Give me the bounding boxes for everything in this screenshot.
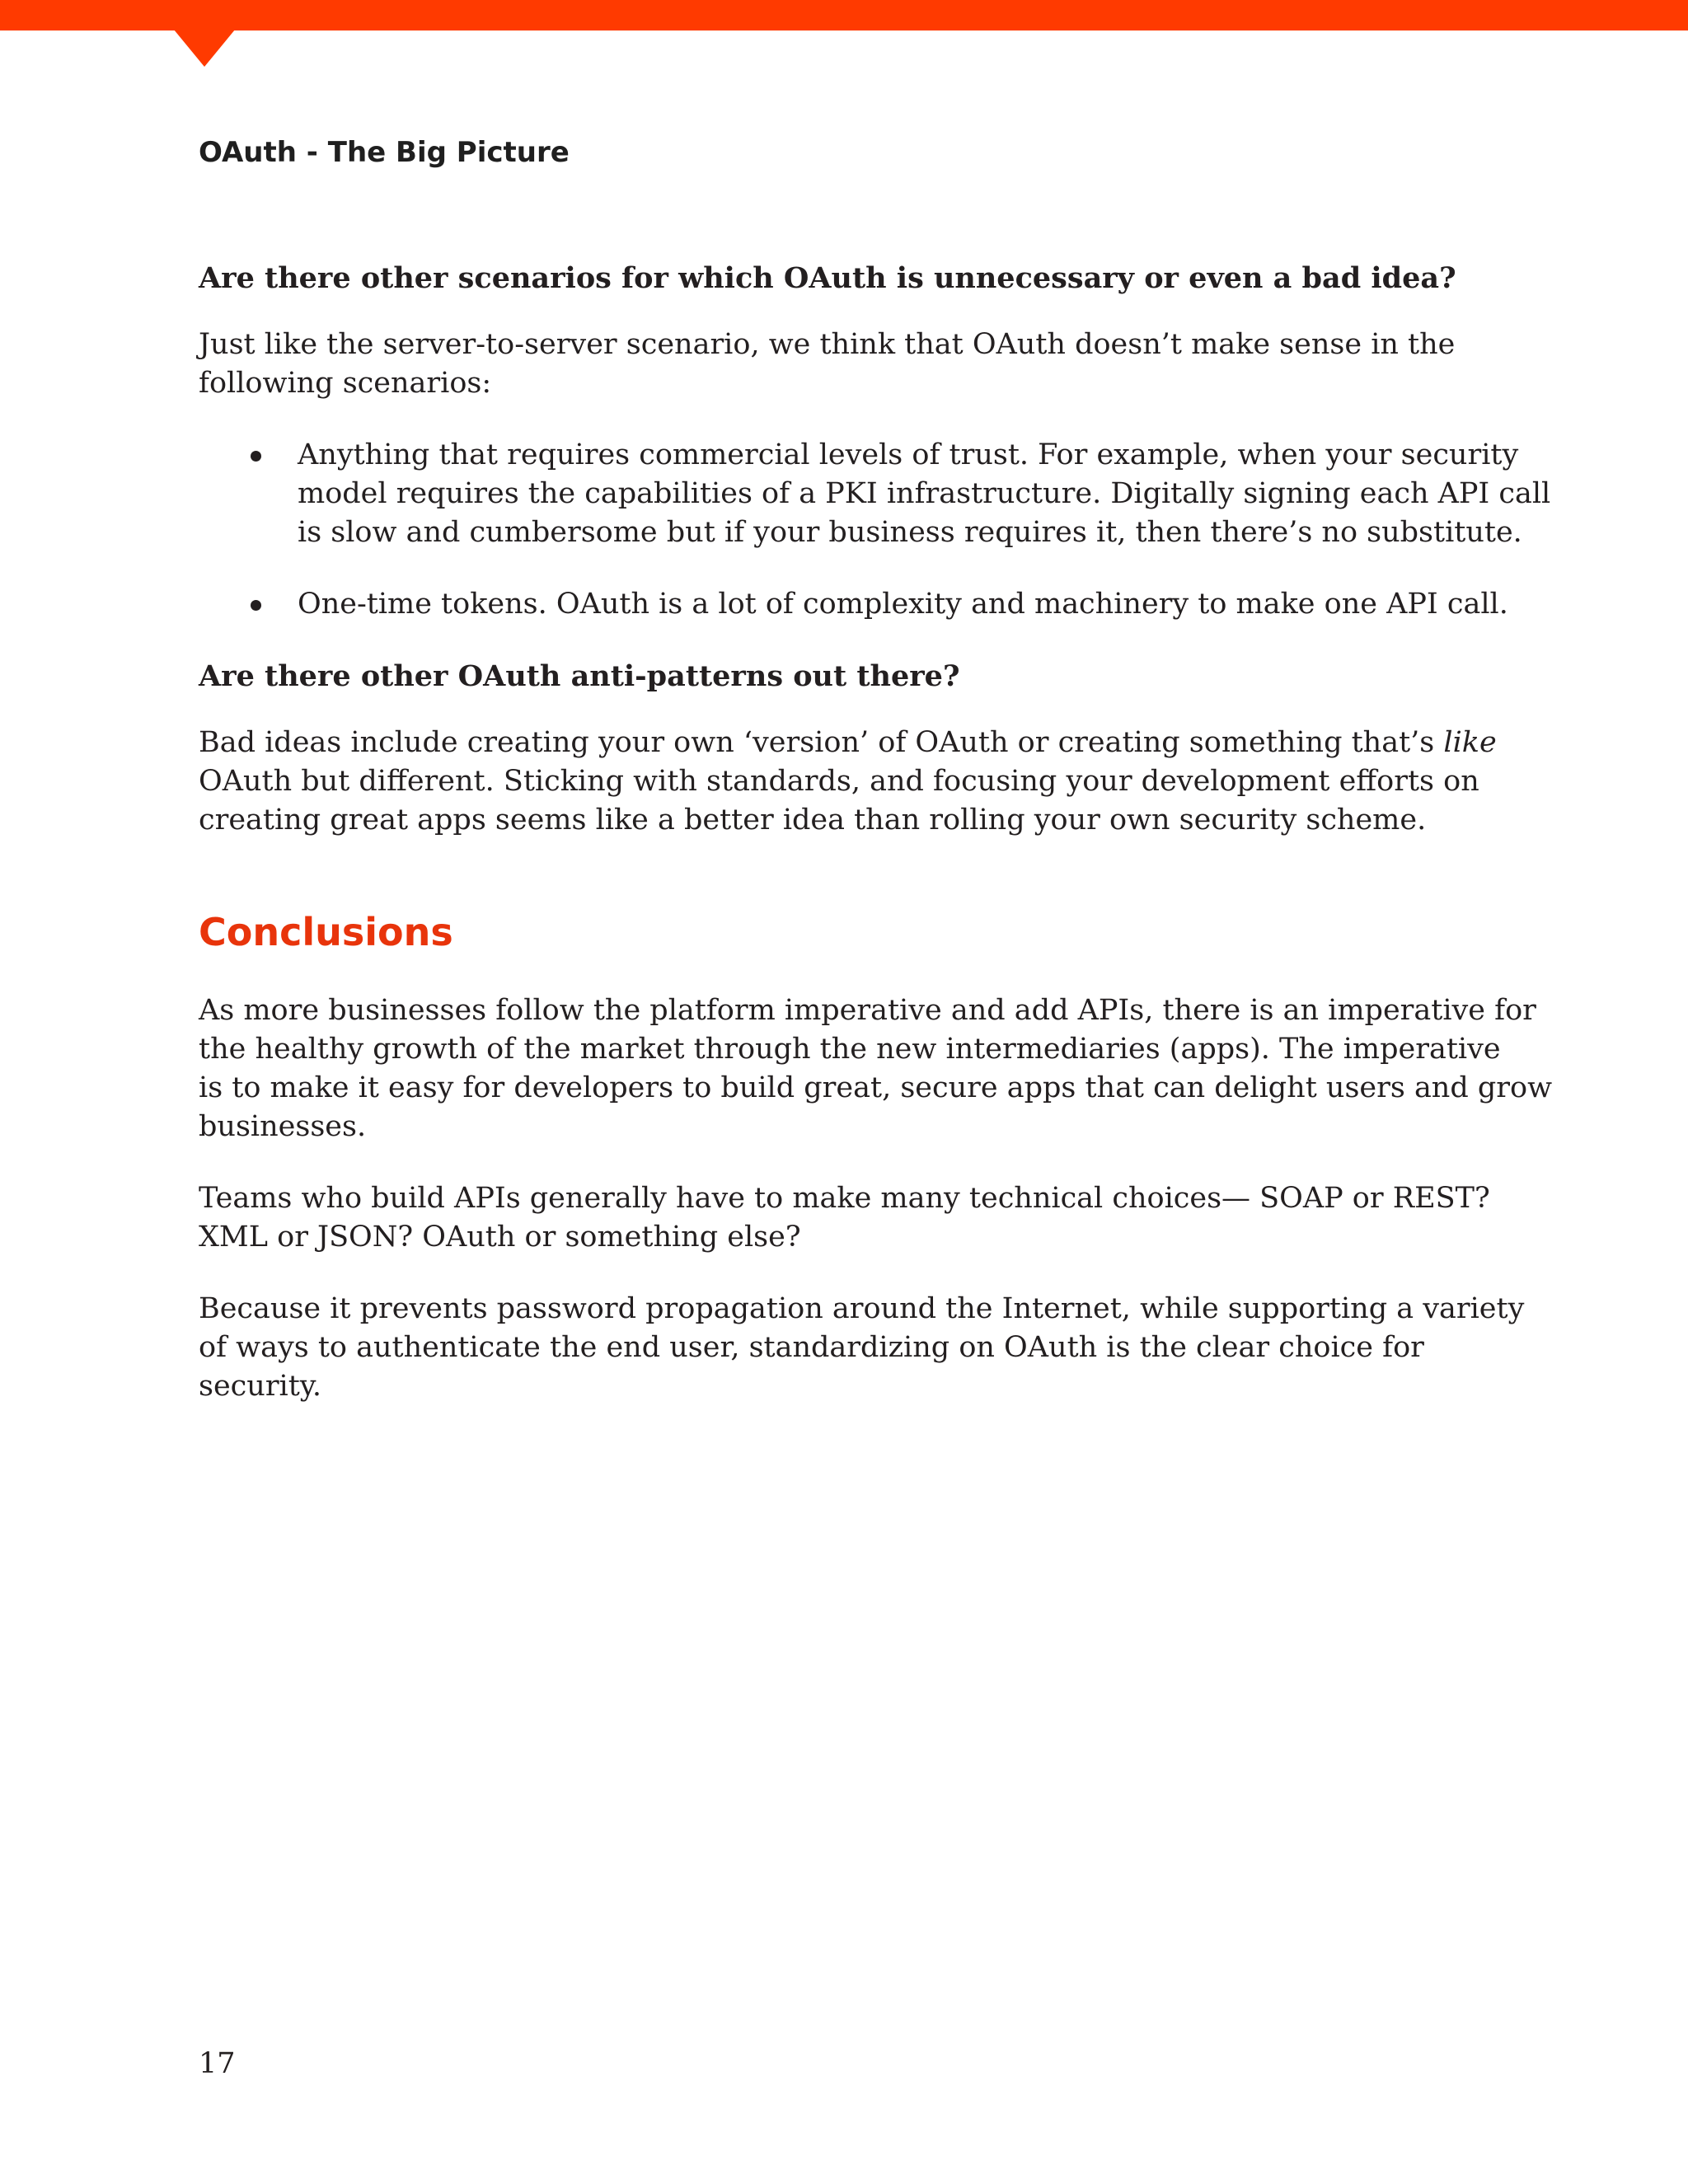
top-accent-notch bbox=[174, 30, 235, 67]
text-line: creating great apps seems like a better idea than rolling your own security scheme. bbox=[199, 804, 1427, 837]
running-header-title: OAuth - The Big Picture bbox=[199, 136, 570, 169]
text-line: model requires the capabilities of a PKI infrastructure. Digitally signing each API call bbox=[298, 477, 1551, 510]
page-content bbox=[199, 259, 1553, 1439]
text-line: One-time tokens. OAuth is a lot of complexity and machinery to make one API call. bbox=[298, 588, 1508, 621]
page-number: 17 bbox=[199, 2047, 236, 2080]
emphasis-like: like bbox=[1443, 726, 1497, 759]
scenario-bullet-list bbox=[199, 436, 1551, 624]
paragraph-conclusions-2 bbox=[199, 1179, 1501, 1257]
bullet-item-commercial-trust bbox=[199, 436, 1551, 552]
question-heading-anti-patterns: Are there other OAuth anti-patterns out there? bbox=[199, 659, 960, 693]
bullet-dot-icon bbox=[251, 600, 261, 611]
text-line bbox=[199, 724, 1501, 762]
paragraph-anti-patterns bbox=[199, 724, 1501, 840]
text-line: is slow and cumbersome but if your business requires it, then there’s no substitute. bbox=[298, 516, 1522, 549]
text-line: following scenarios: bbox=[199, 367, 492, 400]
text-line: Anything that requires commercial levels of trust. For example, when your security bbox=[298, 438, 1519, 471]
text-line: Just like the server-to-server scenario, we think that OAuth doesn’t make sense in the bbox=[199, 328, 1456, 361]
text-line: As more businesses follow the platform imperative and add APIs, there is an imperative for bbox=[199, 994, 1536, 1027]
bullet-dot-icon bbox=[251, 451, 261, 462]
text-line: of ways to authenticate the end user, standardizing on OAuth is the clear choice for bbox=[199, 1331, 1424, 1364]
text-line: XML or JSON? OAuth or something else? bbox=[199, 1221, 801, 1254]
text-segment: Bad ideas include creating your own ‘version’ of OAuth or creating something that’s bbox=[199, 726, 1444, 759]
top-accent-bar bbox=[0, 0, 1688, 30]
text-line: security. bbox=[199, 1370, 322, 1403]
paragraph-conclusions-1 bbox=[199, 991, 1553, 1146]
text-line: Teams who build APIs generally have to make many technical choices— SOAP or REST? bbox=[199, 1182, 1490, 1215]
question-heading-scenarios: Are there other scenarios for which OAuth is unnecessary or even a bad idea? bbox=[199, 261, 1456, 295]
text-line: businesses. bbox=[199, 1110, 367, 1143]
bullet-item-one-time-tokens bbox=[199, 585, 1508, 624]
text-line: is to make it easy for developers to build great, secure apps that can delight users and grow bbox=[199, 1071, 1553, 1104]
text-line: OAuth but different. Sticking with standards, and focusing your development efforts on bbox=[199, 765, 1479, 798]
text-line: Because it prevents password propagation around the Internet, while supporting a variety bbox=[199, 1292, 1525, 1325]
section-heading-conclusions: Conclusions bbox=[199, 910, 453, 954]
paragraph-conclusions-3 bbox=[199, 1290, 1525, 1406]
paragraph-scenarios-intro bbox=[199, 326, 1501, 403]
text-line: the healthy growth of the market through the new intermediaries (apps). The imperative bbox=[199, 1033, 1501, 1066]
